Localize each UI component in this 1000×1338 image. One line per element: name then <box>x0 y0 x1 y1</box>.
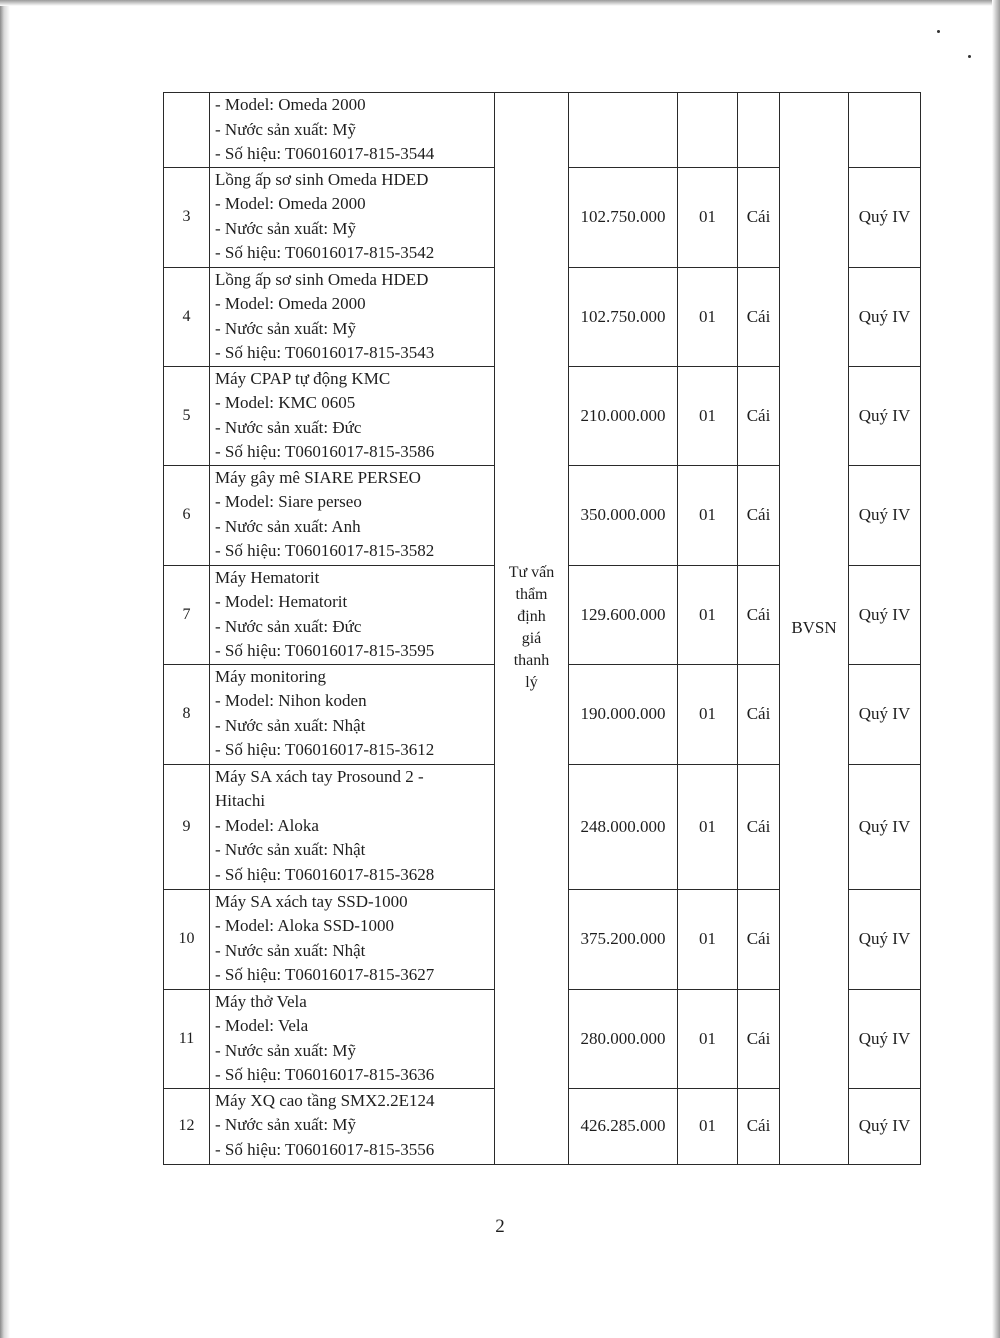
unit-cell: Cái <box>738 1088 780 1164</box>
description-line: - Số hiệu: T06016017-815-3612 <box>215 740 435 759</box>
description-line: Máy gây mê SIARE PERSEO <box>215 467 421 487</box>
quarter-cell: Quý IV <box>849 267 921 366</box>
page-number: 2 <box>495 1216 505 1237</box>
quarter-cell: Quý IV <box>849 366 921 465</box>
item-description <box>210 664 495 764</box>
service-line: thanh <box>513 652 550 670</box>
description-line: - Nước sản xuất: Mỹ <box>215 318 356 338</box>
row-number: 5 <box>164 366 210 465</box>
table-row <box>164 93 921 168</box>
quantity-cell: 01 <box>678 565 738 664</box>
price-cell: 350.000.000 <box>569 465 678 565</box>
description-line: Lồng ấp sơ sinh Omeda HDED <box>215 169 429 189</box>
unit-cell: Cái <box>738 267 780 366</box>
description-line: Máy XQ cao tầng SMX2.2E124 <box>215 1090 435 1110</box>
row-number: 7 <box>164 565 210 664</box>
scan-border-top <box>0 0 1000 6</box>
unit-cell: Cái <box>738 565 780 664</box>
row-number: 12 <box>164 1088 210 1164</box>
service-line: định <box>517 608 546 626</box>
price-cell: 426.285.000 <box>569 1088 678 1164</box>
unit-cell: Cái <box>738 167 780 267</box>
price-cell: 248.000.000 <box>569 764 678 889</box>
description-line: Máy SA xách tay SSD-1000 <box>215 891 408 911</box>
quantity-cell: 01 <box>678 764 738 889</box>
row-number: 9 <box>164 764 210 889</box>
quantity-cell: 01 <box>678 1088 738 1164</box>
row-number: 11 <box>164 989 210 1088</box>
description-line: - Nước sản xuất: Đức <box>215 616 362 636</box>
unit-cell: Cái <box>738 664 780 764</box>
price-cell: 280.000.000 <box>569 989 678 1088</box>
row-number: 6 <box>164 465 210 565</box>
quantity-cell: 01 <box>678 267 738 366</box>
scan-border-right <box>992 0 1000 1338</box>
quantity-cell: 01 <box>678 889 738 989</box>
description-line: - Model: Hematorit <box>215 592 348 611</box>
item-description <box>210 93 495 168</box>
description-line: - Nước sản xuất: Mỹ <box>215 1040 356 1060</box>
description-line: - Nước sản xuất: Nhật <box>215 715 366 735</box>
quantity-cell: 01 <box>678 989 738 1088</box>
description-line: - Model: Aloka SSD-1000 <box>215 916 394 935</box>
description-line: - Nước sản xuất: Anh <box>215 516 361 536</box>
equipment-liquidation-table <box>163 92 921 1165</box>
service-type-cell <box>495 93 569 1165</box>
description-line: - Số hiệu: T06016017-815-3628 <box>215 864 435 884</box>
row-number: 10 <box>164 889 210 989</box>
item-description <box>210 267 495 366</box>
description-line: Máy SA xách tay Prosound 2 - <box>215 766 424 786</box>
description-line: - Model: Nihon koden <box>215 691 367 710</box>
description-line: - Nước sản xuất: Mỹ <box>215 119 356 139</box>
description-line: - Nước sản xuất: Đức <box>215 417 362 437</box>
description-line: - Model: Vela <box>215 1016 309 1035</box>
description-line: Máy CPAP tự động KMC <box>215 368 391 388</box>
description-line: - Số hiệu: T06016017-815-3556 <box>215 1139 435 1159</box>
description-line: - Model: Siare perseo <box>215 492 362 511</box>
description-line: Máy Hematorit <box>215 567 320 587</box>
description-line: - Nước sản xuất: Nhật <box>215 940 366 960</box>
row-number <box>164 93 210 168</box>
item-description <box>210 565 495 664</box>
unit-cell: Cái <box>738 366 780 465</box>
description-line: - Số hiệu: T06016017-815-3542 <box>215 243 435 262</box>
quantity-cell: 01 <box>678 366 738 465</box>
row-number: 3 <box>164 167 210 267</box>
quarter-cell <box>849 93 921 168</box>
description-line: - Số hiệu: T06016017-815-3544 <box>215 144 435 163</box>
service-line: giá <box>521 630 542 648</box>
unit-cell: Cái <box>738 989 780 1088</box>
unit-cell <box>738 93 780 168</box>
row-number: 8 <box>164 664 210 764</box>
unit-cell: Cái <box>738 889 780 989</box>
price-cell: 129.600.000 <box>569 565 678 664</box>
description-line: - Model: Omeda 2000 <box>215 294 366 313</box>
description-line: Máy monitoring <box>215 666 326 686</box>
quantity-cell: 01 <box>678 664 738 764</box>
description-line: - Số hiệu: T06016017-815-3543 <box>215 343 435 362</box>
price-cell: 190.000.000 <box>569 664 678 764</box>
description-line: - Model: KMC 0605 <box>215 393 356 412</box>
item-description <box>210 764 495 889</box>
description-line: Lồng ấp sơ sinh Omeda HDED <box>215 269 429 289</box>
quarter-cell: Quý IV <box>849 889 921 989</box>
quantity-cell: 01 <box>678 167 738 267</box>
quarter-cell: Quý IV <box>849 664 921 764</box>
item-description <box>210 1088 495 1164</box>
scan-speck <box>937 30 940 33</box>
quarter-cell: Quý IV <box>849 764 921 889</box>
description-line: - Model: Omeda 2000 <box>215 194 366 213</box>
description-line: - Số hiệu: T06016017-815-3595 <box>215 641 435 660</box>
description-line: - Số hiệu: T06016017-815-3636 <box>215 1065 435 1084</box>
description-line: Hitachi <box>215 791 266 810</box>
description-line: Máy thở Vela <box>215 991 307 1011</box>
item-description <box>210 465 495 565</box>
price-cell: 102.750.000 <box>569 167 678 267</box>
description-line: - Nước sản xuất: Mỹ <box>215 1115 356 1134</box>
service-line: Tư vấn <box>508 564 555 582</box>
quarter-cell: Quý IV <box>849 465 921 565</box>
description-line: - Số hiệu: T06016017-815-3627 <box>215 965 435 984</box>
price-cell: 210.000.000 <box>569 366 678 465</box>
description-line: - Model: Omeda 2000 <box>215 95 366 114</box>
quarter-cell: Quý IV <box>849 565 921 664</box>
unit-cell: Cái <box>738 465 780 565</box>
quantity-cell: 01 <box>678 465 738 565</box>
item-description <box>210 989 495 1088</box>
item-description <box>210 889 495 989</box>
description-line: - Nước sản xuất: Mỹ <box>215 218 356 238</box>
description-line: - Số hiệu: T06016017-815-3586 <box>215 442 435 461</box>
item-description <box>210 366 495 465</box>
quarter-cell: Quý IV <box>849 167 921 267</box>
unit-cell: Cái <box>738 764 780 889</box>
price-cell: 102.750.000 <box>569 267 678 366</box>
quantity-cell <box>678 93 738 168</box>
department-cell: BVSN <box>780 93 849 1165</box>
price-cell <box>569 93 678 168</box>
scan-speck <box>968 55 971 58</box>
item-description <box>210 167 495 267</box>
description-line: - Số hiệu: T06016017-815-3582 <box>215 541 435 560</box>
scan-border-left <box>0 0 10 1338</box>
service-line: thẩm <box>515 586 548 604</box>
quarter-cell: Quý IV <box>849 1088 921 1164</box>
price-cell: 375.200.000 <box>569 889 678 989</box>
service-line: lý <box>525 674 538 692</box>
description-line: - Nước sản xuất: Nhật <box>215 840 366 859</box>
row-number: 4 <box>164 267 210 366</box>
description-line: - Model: Aloka <box>215 815 319 835</box>
quarter-cell: Quý IV <box>849 989 921 1088</box>
